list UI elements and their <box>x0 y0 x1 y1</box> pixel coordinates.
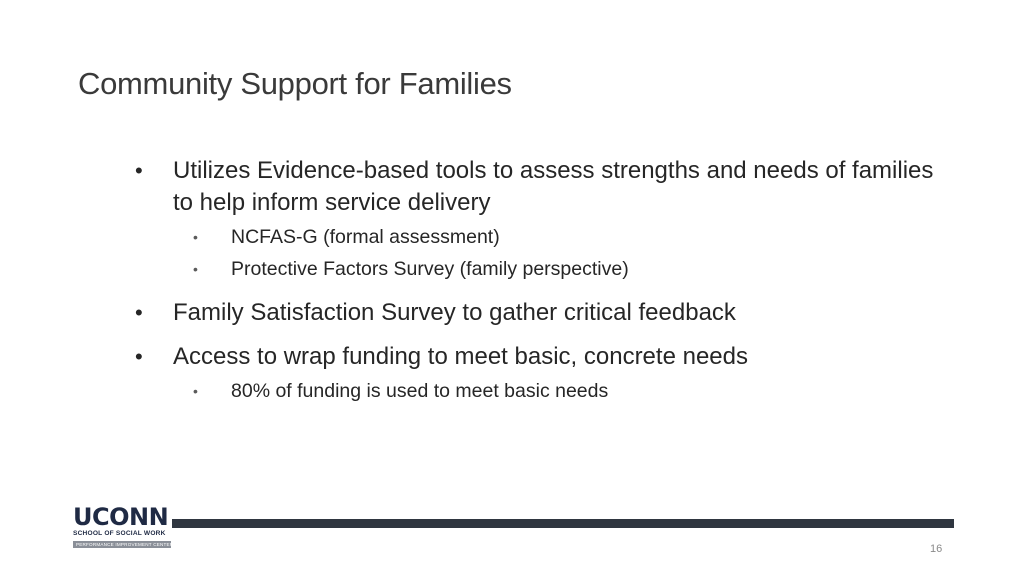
bullet-item <box>130 297 950 329</box>
logo-tagline: PERFORMANCE IMPROVEMENT CENTER <box>73 541 171 548</box>
bullet-list <box>130 155 950 407</box>
bullet-item <box>130 155 950 285</box>
bullet-item <box>130 341 950 407</box>
bullet-icon: • <box>135 158 143 183</box>
bullet-icon: • <box>135 344 143 369</box>
bullet-icon: • <box>193 383 198 399</box>
bullet-text: Utilizes Evidence-based tools to assess strengths and needs of families to help inform service delivery <box>173 157 934 216</box>
sub-bullet-item <box>173 253 950 285</box>
footer-bar <box>172 519 954 528</box>
sub-bullet-list <box>173 375 950 407</box>
logo-wordmark: UCONN <box>73 503 169 531</box>
bullet-text: Access to wrap funding to meet basic, concrete needs <box>173 343 748 370</box>
bullet-icon: • <box>193 229 198 245</box>
page-number: 16 <box>930 543 943 555</box>
bullet-text: Family Satisfaction Survey to gather critical feedback <box>173 299 736 326</box>
bullet-icon: • <box>135 300 143 325</box>
sub-bullet-text: 80% of funding is used to meet basic needs <box>231 380 609 402</box>
bullet-icon: • <box>193 261 198 277</box>
sub-bullet-item <box>173 375 950 407</box>
uconn-logo <box>73 503 174 548</box>
logo-subtitle: SCHOOL OF SOCIAL WORK <box>73 530 166 537</box>
slide-title: Community Support for Families <box>78 66 512 101</box>
sub-bullet-text: NCFAS-G (formal assessment) <box>231 226 500 248</box>
sub-bullet-list <box>173 221 950 285</box>
sub-bullet-text: Protective Factors Survey (family perspective) <box>231 258 629 280</box>
sub-bullet-item <box>173 221 950 253</box>
